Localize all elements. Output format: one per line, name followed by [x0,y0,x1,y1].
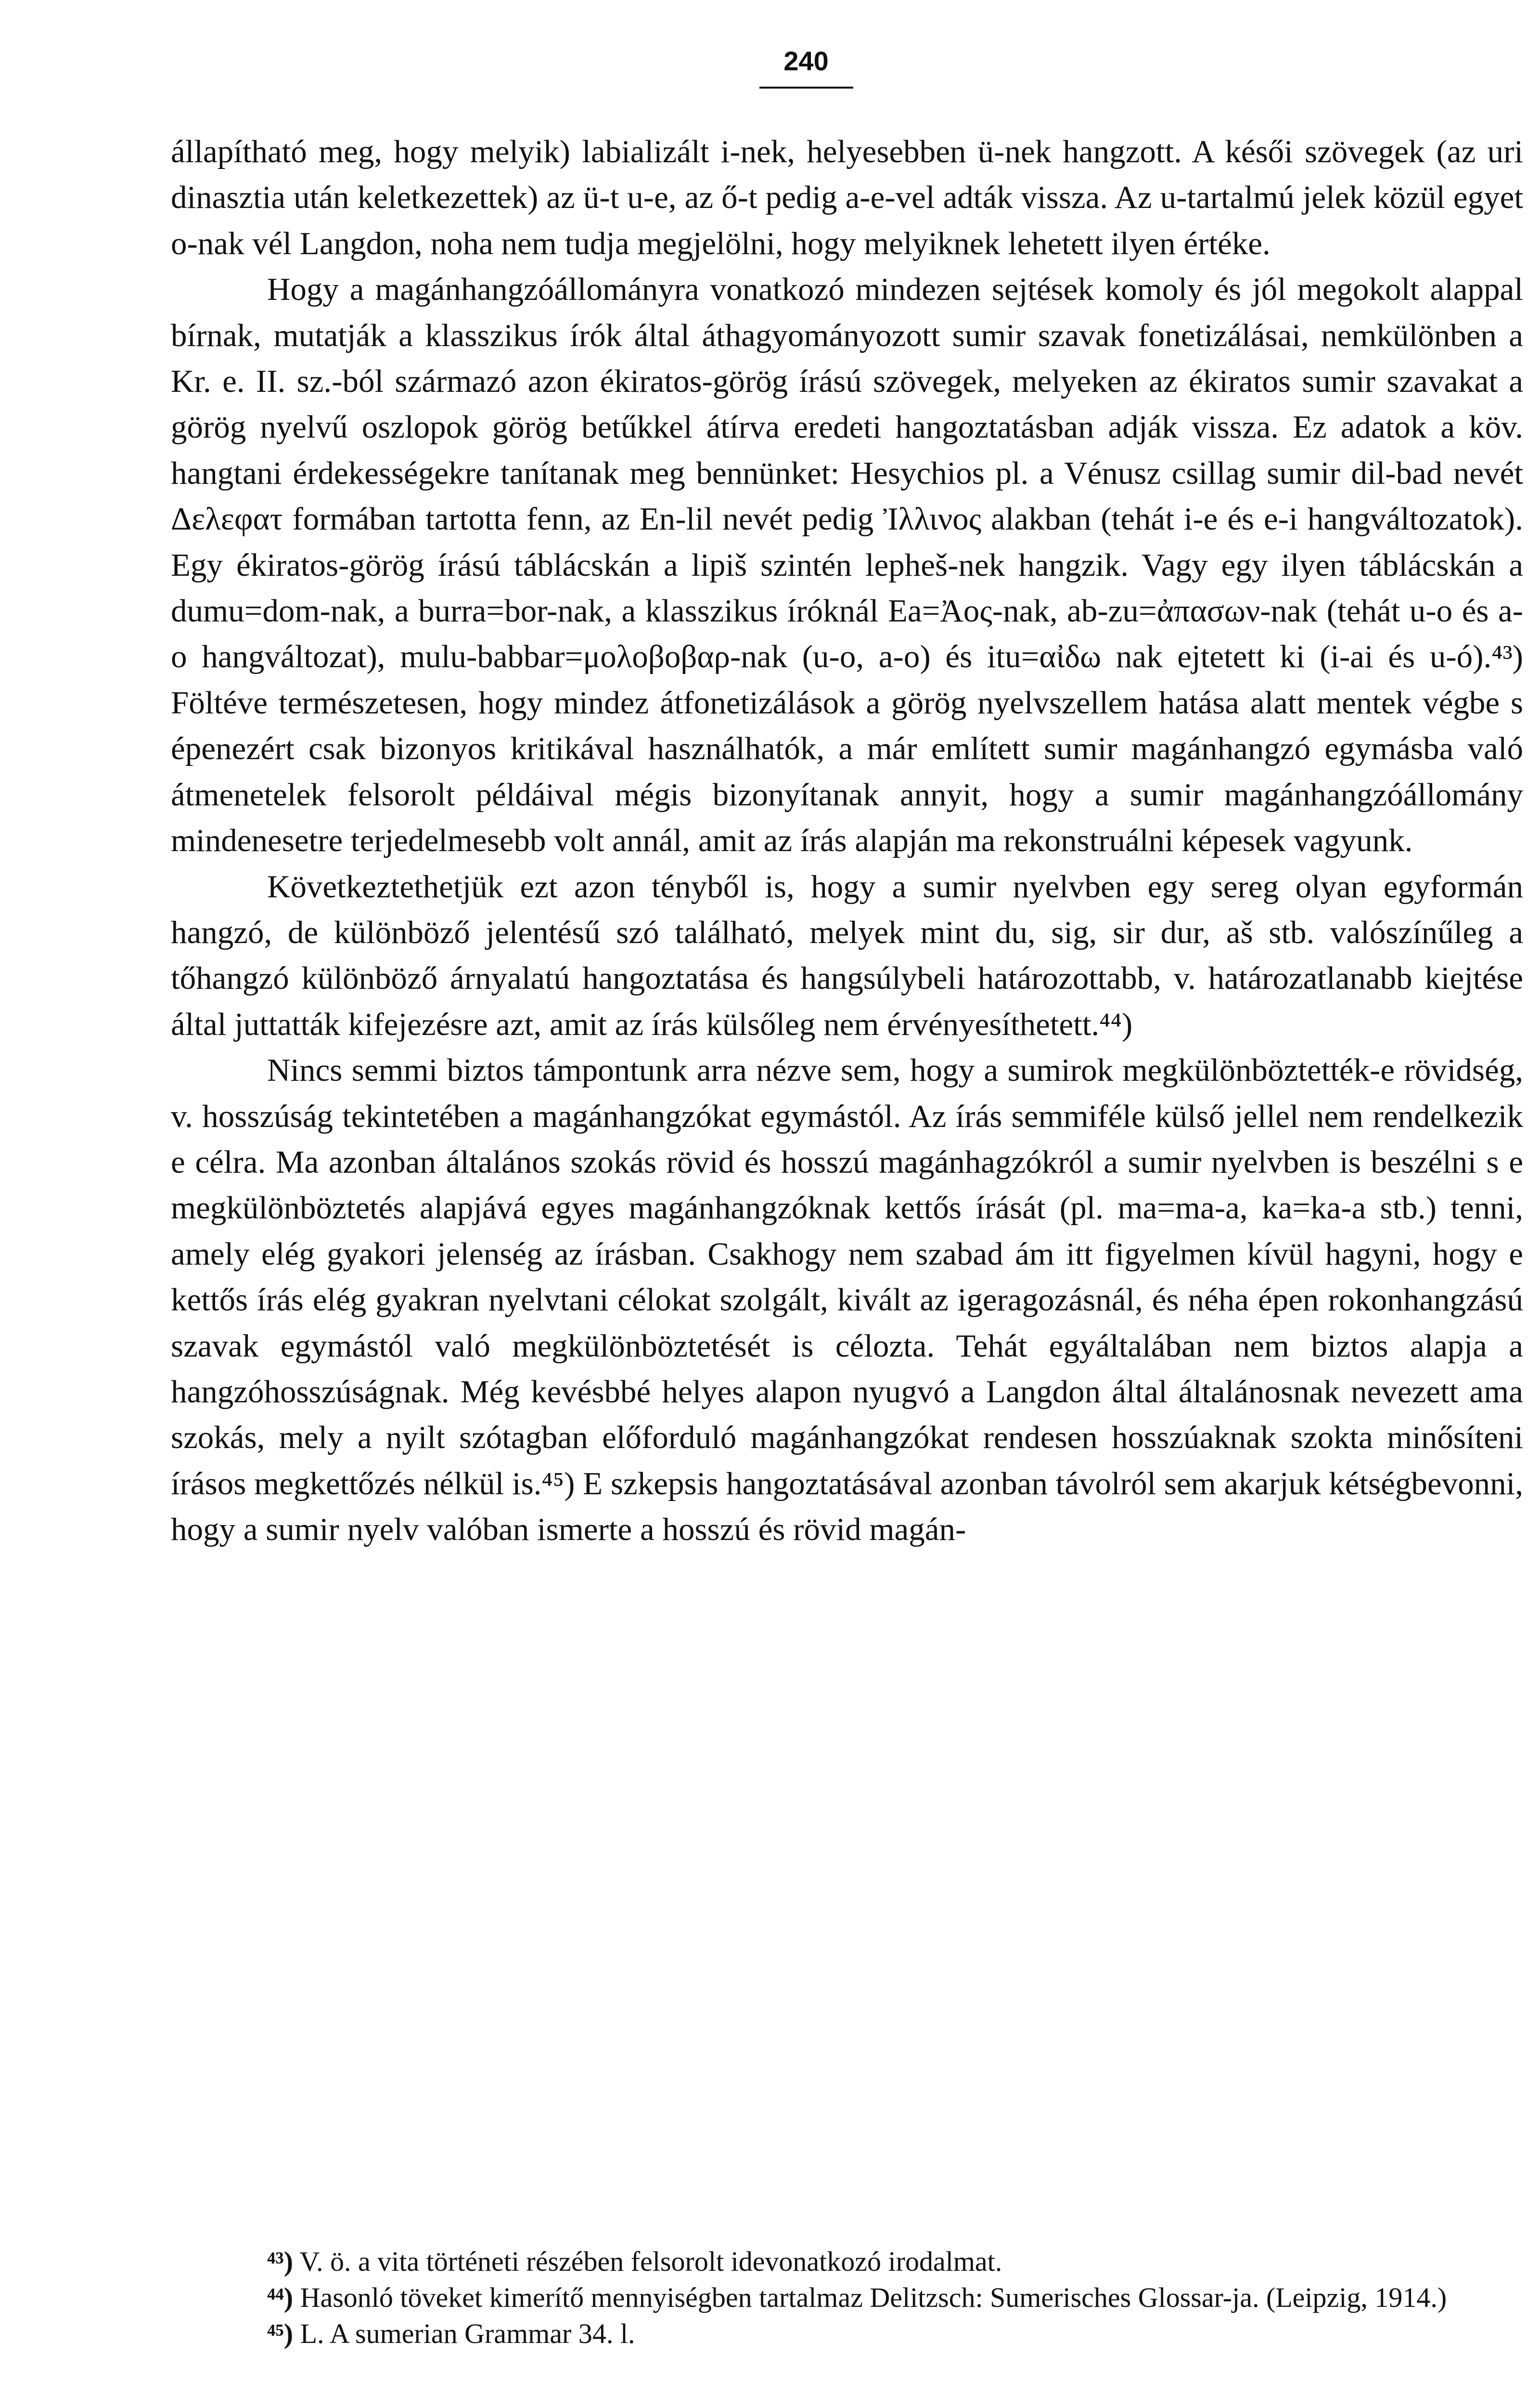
footnotes [171,2243,1523,2352]
paragraph-2: Hogy a magánhangzóállományra vonatkozó mindezen sejtések komoly és jól megokolt alappal bírnak, mutatják a klasszikus írók által áthagyományozott sumir szavak fonetizálásai, nemkülönben a Kr. e. II. sz.-ból származó azon ékiratos-görög írású szövegek, melyeken az ékiratos sumir szavakat a görög nyelvű oszlopok görög betűkkel átírva eredeti hangoztatásban adják vissza. Ez adatok a köv. hangtani érdekességekre tanítanak meg bennünket: Hesychios pl. a Vénusz csillag sumir dil-bad nevét Δελεφατ formában tartotta fenn, az En-lil nevét pedig Ἰλλινος alakban (tehát i-e és e-i hangváltozatok). Egy ékiratos-görög írású táblácskán a lipiš szintén lepheš-nek hangzik. Vagy egy ilyen táblácskán a dumu=dom-nak, a burra=bor-nak, a klasszikus íróknál Ea=Ἀος-nak, ab-zu=ἀπασων-nak (tehát u-o és a-o hangváltozat), mulu-babbar=μολοβοβαρ-nak (u-o, a-o) és itu=αἰδω nak ejtetett ki (i-ai és u-ó).⁴³) Föltéve természetesen, hogy mindez átfonetizálások a görög nyelvszellem hatása alatt mentek végbe s épenezért csak bizonyos kritikával használhatók, a már említett sumir magánhangzó egymásba való átmenetelek felsorolt példáival mégis bizonyítanak annyit, hogy a sumir magánhangzóállomány mindenesetre terjedelmesebb volt annál, amit az írás alapján ma rekonstruálni képesek vagyunk. [171,272,1523,859]
paragraph-4: Nincs semmi biztos támpontunk arra nézve sem, hogy a sumirok megkülönböztették-e rövidség, v. hosszúság tekintetében a magánhangzókat egymástól. Az írás semmiféle külső jellel nem rendelkezik e célra. Ma azonban általános szokás rövid és hosszú magánhagzókról a sumir nyelvben is beszélni s e megkülönböztetés alapjává egyes magánhangzóknak kettős írását (pl. ma=ma-a, ka=ka-a stb.) tenni, amely elég gyakori jelenség az írásban. Csakhogy nem szabad ám itt figyelmen kívül hagyni, hogy e kettős írás elég gyakran nyelvtani célokat szolgált, kivált az igeragozásnál, és néha épen rokonhangzású szavak egymástól való megkülönböztetését is célozta. Tehát egyáltalában nem biztos alapja a hangzóhosszúságnak. Még kevésbbé helyes alapon nyugvó a Langdon által általánosnak nevezett ama szokás, mely a nyilt szótagban előforduló magánhangzókat rendesen hosszúaknak szokta minősíteni írásos megkettőzés nélkül is.⁴⁵) E szkepsis hangoztatásával azonban távolról sem akarjuk kétségbevonni, hogy a sumir nyelv valóban ismerte a hosszú és rövid magán- [171,1052,1523,1548]
footnote-marker: ⁴⁵) [267,2318,294,2349]
paragraph-3: Következtethetjük ezt azon tényből is, hogy a sumir nyelvben egy sereg olyan egyformán hangzó, de különböző jelentésű szó található, melyek mint du, sig, sir dur, aš stb. valószínűleg a tőhangzó különböző árnyalatú hangoztatása és hangsúlybeli határozottabb, v. határozatlanabb kiejtése által juttatták kifejezésre azt, amit az írás külsőleg nem érvényesíthetett.⁴⁴) [171,868,1523,1042]
footnote-text: Hasonló töveket kimerítő mennyiségben tartalmaz Delitzsch: Sumerisches Glossar-ja. (Leipzig, 1914.) [300,2282,1447,2313]
page-number: 240 [783,46,829,76]
footnote-43 [171,2243,1523,2279]
body-text [171,129,1523,1553]
footnote-marker: ⁴⁴) [267,2282,294,2313]
footnote-text: V. ö. a vita történeti részében felsorolt idevonatkozó irodalmat. [299,2246,1002,2277]
footnote-marker: ⁴³) [267,2246,294,2277]
footnote-text: L. A sumerian Grammar 34. l. [300,2318,635,2349]
footnote-45 [171,2316,1523,2352]
footnote-44 [171,2279,1523,2316]
paragraph-1: állapítható meg, hogy melyik) labializált i-nek, helyesebben ü-nek hangzott. A késői szövegek (az uri dinasztia után keletkezettek) az ü-t u-e, az ő-t pedig a-e-vel adták vissza. Az u-tartalmú jelek közül egyet o-nak vél Langdon, noha nem tudja megjelölni, hogy melyiknek lehetett ilyen értéke. [171,134,1523,261]
page-number-rule [759,87,853,89]
